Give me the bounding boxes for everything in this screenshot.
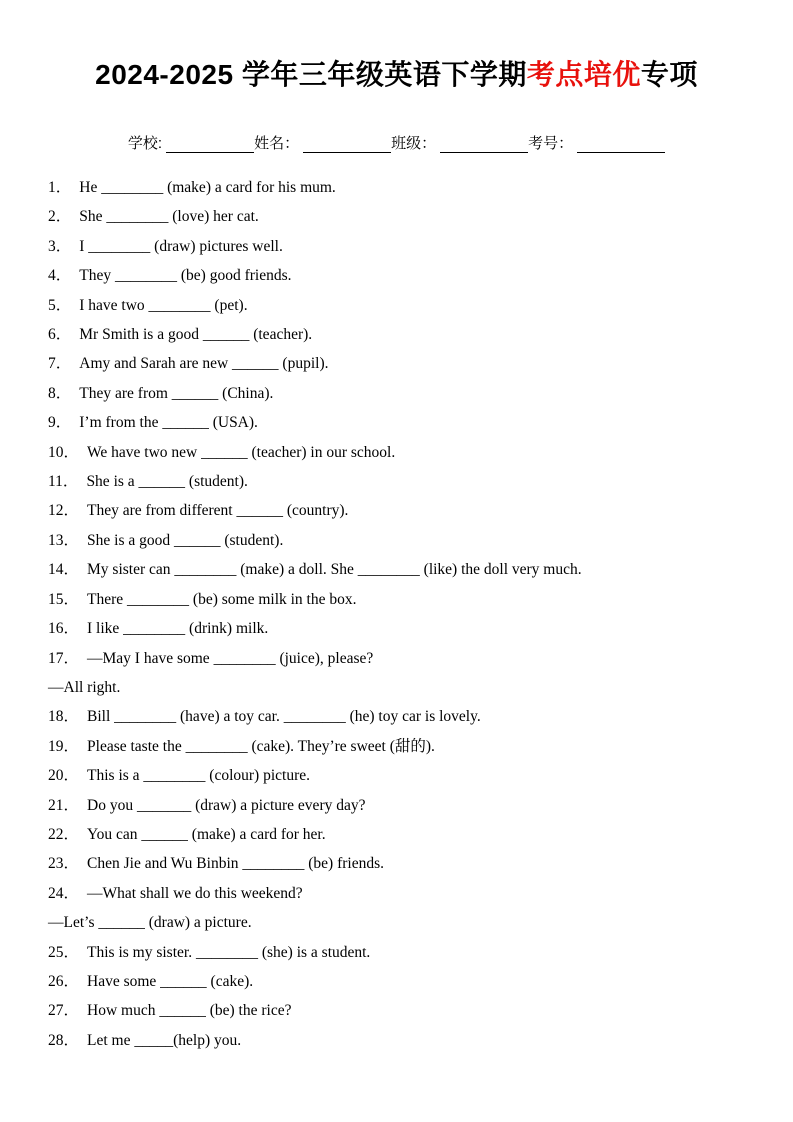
title-text-red: 考点培优 (526, 59, 641, 90)
question-row (48, 232, 745, 261)
question-number: 11． (48, 473, 79, 491)
page-title (48, 58, 745, 92)
question-row (48, 585, 745, 614)
question-number: 12． (48, 502, 80, 520)
question-row (48, 967, 745, 996)
question-text: —What shall we do this weekend? (87, 884, 303, 902)
info-field-label: 学校: (127, 135, 163, 152)
question-text: He ________ (make) a card for his mum. (79, 179, 336, 196)
question-number: 23． (48, 855, 80, 873)
question-row (48, 173, 745, 202)
question-number: 15． (48, 590, 80, 608)
title-text-black-2: 专项 (640, 59, 698, 90)
question-number: 13． (48, 531, 80, 549)
question-text: How much ______ (be) the rice? (87, 1002, 292, 1020)
question-number: 10． (48, 443, 80, 461)
info-field (391, 132, 528, 153)
question-number: 3． (48, 237, 72, 255)
question-text: There ________ (be) some milk in the box. (87, 590, 357, 608)
question-text: I have two ________ (pet). (79, 296, 248, 314)
question-row (48, 908, 745, 937)
question-text: I ________ (draw) pictures well. (79, 237, 283, 255)
question-row (48, 379, 745, 408)
info-field-blank (166, 136, 254, 153)
question-row (48, 732, 745, 761)
question-number: 2． (48, 208, 72, 226)
question-row (48, 791, 745, 820)
question-text: Let me _____(help) you. (87, 1031, 242, 1049)
question-row (48, 261, 745, 290)
question-row (48, 467, 745, 496)
question-row (48, 291, 745, 320)
question-row (48, 438, 745, 467)
question-text: She is a ______ (student). (86, 473, 248, 491)
question-number: 8． (48, 384, 72, 402)
question-row (48, 202, 745, 231)
question-text: —All right. (48, 678, 121, 696)
student-info-line (48, 132, 745, 153)
question-text: We have two new ______ (teacher) in our school. (87, 443, 396, 461)
question-row (48, 1026, 745, 1055)
question-text: Amy and Sarah are new ______ (pupil). (79, 355, 329, 373)
question-text: She ________ (love) her cat. (79, 208, 259, 226)
question-row (48, 820, 745, 849)
question-number: 5． (48, 296, 72, 314)
info-field (254, 132, 391, 153)
question-row (48, 673, 745, 702)
question-text: —Let’s ______ (draw) a picture. (48, 914, 252, 932)
question-number: 14． (48, 561, 80, 579)
question-row (48, 349, 745, 378)
question-number: 9． (48, 414, 72, 432)
question-text: Do you _______ (draw) a picture every day? (87, 796, 366, 814)
question-row (48, 879, 745, 908)
question-text: Please taste the ________ (cake). They’re sweet (甜的). (87, 737, 435, 755)
question-row (48, 408, 745, 437)
question-number: 19． (48, 737, 80, 755)
question-number: 6． (48, 326, 72, 344)
question-number: 7． (48, 355, 72, 373)
question-number: 20． (48, 767, 80, 785)
question-row (48, 761, 745, 790)
question-row (48, 496, 745, 525)
question-number: 26． (48, 972, 80, 990)
question-row (48, 555, 745, 584)
question-number: 1． (48, 179, 72, 196)
question-text: —May I have some ________ (juice), please? (87, 649, 374, 667)
info-field-blank (440, 136, 528, 153)
question-text: Have some ______ (cake). (87, 972, 254, 990)
info-field-blank (303, 136, 391, 153)
title-text-black-1: 2024-2025 学年三年级英语下学期 (95, 59, 527, 90)
question-text: You can ______ (make) a card for her. (87, 825, 326, 843)
question-row (48, 320, 745, 349)
question-text: This is a ________ (colour) picture. (87, 767, 310, 785)
question-text: This is my sister. ________ (she) is a student. (87, 943, 371, 961)
question-number: 25． (48, 943, 80, 961)
question-row (48, 938, 745, 967)
question-number: 18． (48, 708, 80, 726)
question-number: 24． (48, 884, 80, 902)
question-number: 4． (48, 267, 72, 285)
question-row (48, 702, 745, 731)
question-number: 28． (48, 1031, 80, 1049)
question-row (48, 614, 745, 643)
question-text: Mr Smith is a good ______ (teacher). (79, 326, 313, 344)
question-number: 17． (48, 649, 80, 667)
question-text: They ________ (be) good friends. (79, 267, 292, 285)
question-row (48, 526, 745, 555)
question-row (48, 849, 745, 878)
question-list (48, 173, 745, 1055)
question-number: 22． (48, 825, 80, 843)
question-text: Chen Jie and Wu Binbin ________ (be) friends. (87, 855, 385, 873)
info-field-label: 考号： (528, 135, 574, 152)
info-field-label: 姓名： (254, 135, 300, 152)
info-field-label: 班级： (391, 135, 437, 152)
question-text: She is a good ______ (student). (87, 531, 284, 549)
question-text: I’m from the ______ (USA). (79, 414, 258, 432)
info-field (528, 132, 665, 153)
question-number: 16． (48, 620, 80, 638)
question-text: They are from different ______ (country). (87, 502, 349, 520)
info-field-blank (577, 136, 665, 153)
question-row (48, 644, 745, 673)
question-text: I like ________ (drink) milk. (87, 620, 269, 638)
question-text: Bill ________ (have) a toy car. ________ (he) toy car is lovely. (87, 708, 481, 726)
question-number: 21． (48, 796, 80, 814)
question-text: They are from ______ (China). (79, 384, 274, 402)
question-text: My sister can ________ (make) a doll. She ________ (like) the doll very much. (87, 561, 582, 579)
question-row (48, 996, 745, 1025)
info-field (128, 132, 254, 153)
question-number: 27． (48, 1002, 80, 1020)
